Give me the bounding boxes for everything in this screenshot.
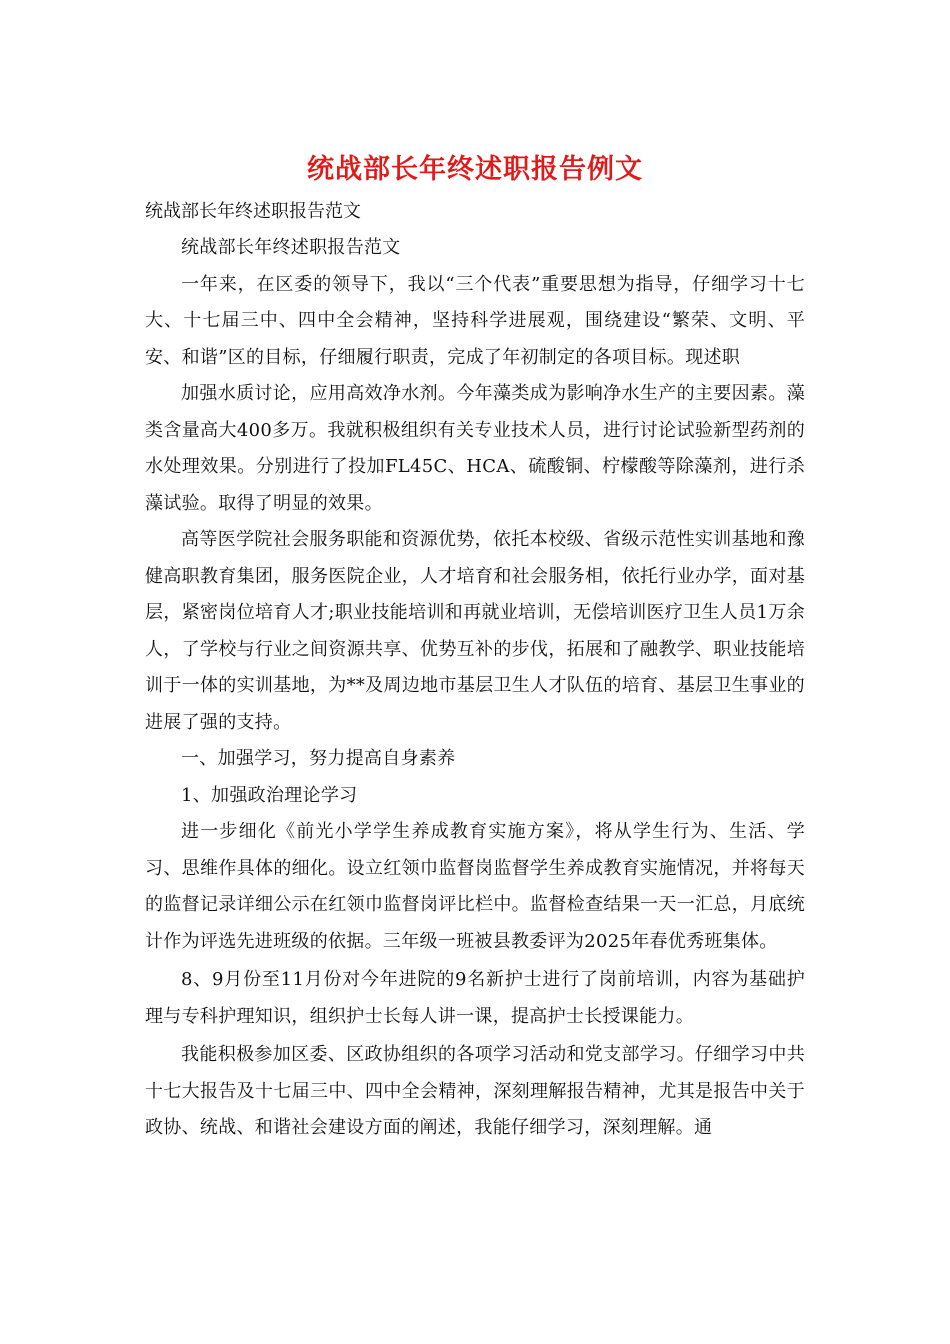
paragraph: 统战部长年终述职报告范文: [181, 237, 401, 258]
section-heading: 一、加强学习，努力提高自身素养: [181, 748, 456, 769]
document-subtitle: 统战部长年终述职报告范文: [145, 201, 361, 222]
document-title: 统战部长年终述职报告例文: [307, 154, 643, 185]
paragraph: 一年来，在区委的领导下，我以“三个代表”重要思想为指导，仔细学习十七大、十七届三中、四中全会精神，坚持科学进展观，围绕建设“繁荣、文明、平安、和谐”区的目标，仔细履行职责，完成了年初制定的各项目标。现述职: [145, 273, 805, 368]
paragraph: 8、9月份至11月份对今年进院的9名新护士进行了岗前培训，内容为基础护理与专科护理知识，组织护士长每人讲一课，提高护士长授课能力。: [145, 969, 805, 1027]
paragraph: 进一步细化《前光小学学生养成教育实施方案》，将从学生行为、生活、学习、思维作具体的细化。设立红领巾监督岗监督学生养成教育实施情况，并将每天的监督记录详细公示在红领巾监督岗评比栏中。监督检查结果一天一汇总，月底统计作为评选先进班级的依据。三年级一班被县教委评为2025年春优秀班集体。: [145, 821, 805, 952]
subsection-heading: 1、加强政治理论学习: [181, 784, 358, 806]
paragraph: 高等医学院社会服务职能和资源优势，依托本校级、省级示范性实训基地和豫健高职教育集团，服务医院企业，人才培育和社会服务相，依托行业办学，面对基层，紧密岗位培育人才;职业技能培训和再就业培训，无偿培训医疗卫生人员1万余人，了学校与行业之间资源共享、优势互补的步伐，拓展和了融教学、职业技能培训于一体的实训基地，为**及周边地市基层卫生人才队伍的培育、基层卫生事业的进展了强的支持。: [145, 529, 805, 733]
paragraph: 我能积极参加区委、区政协组织的各项学习活动和党支部学习。仔细学习中共十七大报告及十七届三中、四中全会精神，深刻理解报告精神，尤其是报告中关于政协、统战、和谐社会建设方面的阐述，我能仔细学习，深刻理解。通: [145, 1044, 805, 1138]
paragraph: 加强水质讨论，应用高效净水剂。今年藻类成为影响净水生产的主要因素。藻类含量高大400多万。我就积极组织有关专业技术人员，进行讨论试验新型药剂的水处理效果。分别进行了投加FL45C、HCA、硫酸铜、柠檬酸等除藻剂，进行杀藻试验。取得了明显的效果。: [145, 383, 805, 514]
document-body: [145, 230, 805, 1147]
